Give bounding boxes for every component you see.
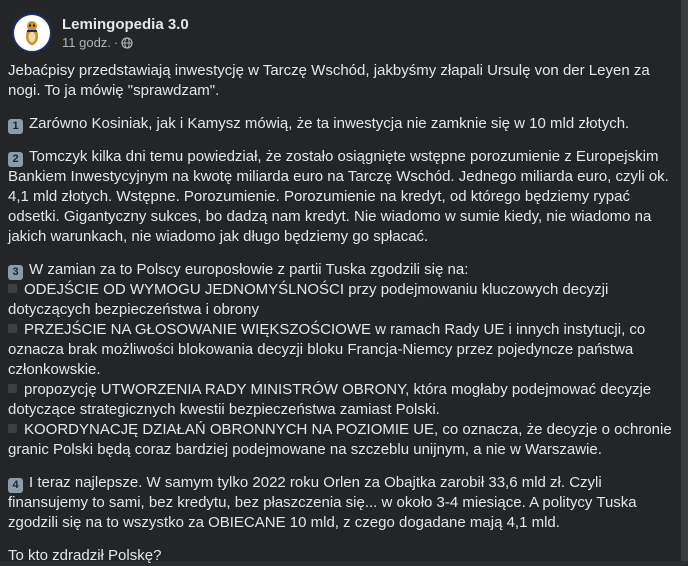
point-4-text: I teraz najlepsze. W samym tylko 2022 roku Orlen za Obajtka zarobił 33,6 mld zł. Czyli finansujemy to sami, bez kredytu, bez płaszczenia się... w około 3-4 miesiące. A politycy Tuska zgodzili się na to wszystko za OBIECANE 10 mld, z czego dogadane mają 4,1 mld. — [8, 474, 637, 531]
post-closing: To kto zdradził Polskę? — [8, 547, 162, 564]
bullet-text: PRZEJŚCIE NA GŁOSOWANIE WIĘKSZOŚCIOWE w ramach Rady UE i innych instytucji, co oznacza brak możliwości blokowania decyzji bloku Francja-Niemcy przez pojedyncze państwa członkowskie. — [8, 321, 646, 378]
point-4 — [8, 473, 674, 533]
list-item — [8, 280, 674, 320]
post-subline — [62, 34, 189, 51]
point-2-text: Tomczyk kilka dni temu powiedział, że zostało osiągnięte wstępne porozumienie z Europejskim Bankiem Inwestycyjnym na kwotę miliarda euro na Tarczę Wschód. Jednego miliarda euro, czyli ok. 4,1 mld złotych. Wstępne. Porozumienie. Porozumienie na kredyt, od którego będziemy rypać odsetki. Gigantyczny sukces, bo dadzą nam kredyt. Nie wiadomo w sumie kiedy, nie wiadomo na jakich warunkach, nie wiadomo jak długo będziemy go spłacać. — [8, 148, 669, 245]
list-item — [8, 320, 674, 380]
list-item — [8, 380, 674, 420]
bullet-square-icon — [8, 424, 17, 433]
lemming-logo-icon — [16, 17, 48, 49]
bullet-square-icon — [8, 384, 17, 393]
post-timestamp[interactable]: 11 godz. — [62, 35, 111, 50]
bullet-square-icon — [8, 324, 17, 333]
post-meta — [62, 15, 189, 51]
point-1 — [8, 114, 674, 134]
list-item — [8, 420, 674, 460]
keycap-2-icon: 2 — [8, 152, 23, 167]
bullet-text: propozycję UTWORZENIA RADY MINISTRÓW OBRONY, która mogłaby podejmować decyzje dotyczące strategicznych kwestii bezpieczeństwa zamiast Polski. — [8, 381, 652, 418]
post-header — [12, 12, 189, 54]
bullet-square-icon — [8, 284, 17, 293]
page-name[interactable]: Lemingopedia 3.0 — [62, 16, 189, 33]
point-2 — [8, 147, 674, 247]
bullet-text: KOORDYNACJĘ DZIAŁAŃ OBRONNYCH NA POZIOMIE UE, co oznacza, że decyzje o ochronie granic Polski będą coraz bardziej podejmowane na szczeblu unijnym, a nie w Warszawie. — [8, 421, 672, 458]
page-avatar[interactable] — [12, 13, 52, 53]
point-3 — [8, 260, 674, 460]
bullet-text: ODEJŚCIE OD WYMOGU JEDNOMYŚLNOŚCI przy podejmowaniu kluczowych decyzji dotyczących bezpieczeństwa i obrony — [8, 281, 609, 318]
post-body — [8, 61, 674, 566]
point-3-text: W zamian za to Polscy europosłowie z partii Tuska zgodzili się na: — [29, 261, 469, 278]
keycap-4-icon: 4 — [8, 478, 23, 493]
meta-separator: · — [113, 35, 119, 50]
point-1-text: Zarówno Kosiniak, jak i Kamysz mówią, że ta inwestycja nie zamknie się w 10 mld złotych. — [29, 115, 630, 132]
post-intro: Jebaćpisy przedstawiają inwestycję w Tarczę Wschód, jakbyśmy złapali Ursulę von der Leyen za nogi. To ja mówię "sprawdzam". — [8, 62, 650, 99]
keycap-3-icon: 3 — [8, 265, 23, 280]
window-edge — [681, 0, 688, 561]
keycap-1-icon: 1 — [8, 119, 23, 134]
point-3-lead — [8, 260, 674, 280]
globe-icon[interactable] — [121, 37, 133, 49]
